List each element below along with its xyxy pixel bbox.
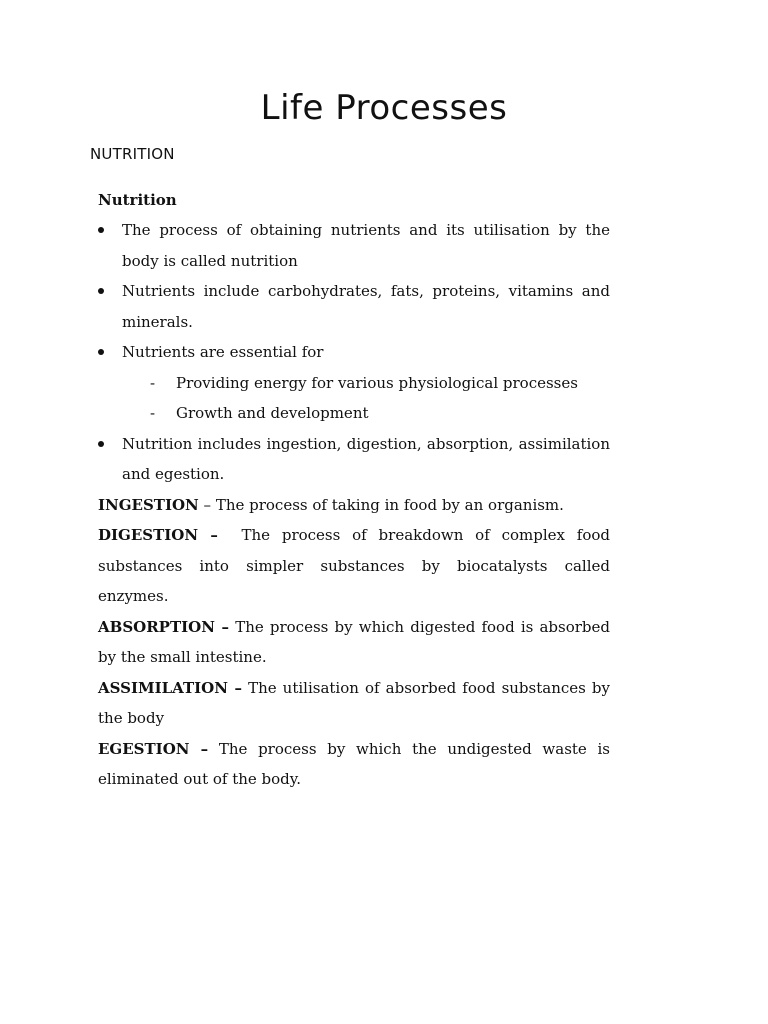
bullet-icon [98, 288, 104, 294]
definition-term: ASSIMILATION – [98, 678, 242, 697]
sub-bullet-text: Growth and development [176, 404, 369, 422]
sub-bullet-item [122, 368, 610, 399]
dash-icon: - [150, 373, 156, 392]
sub-bullet-list [122, 368, 610, 429]
definition-term: EGESTION – [98, 739, 209, 758]
sub-bullet-text: Providing energy for various physiological processes [176, 373, 578, 392]
content-body [98, 185, 610, 795]
definition-text: The utilisation of absorbed food substances by the body [98, 678, 610, 727]
definition-ingestion [98, 490, 610, 521]
definition-absorption [98, 612, 610, 673]
dash-icon: - [150, 404, 156, 422]
document-title: Life Processes [260, 88, 508, 128]
definition-term: INGESTION [98, 495, 199, 514]
section-heading: NUTRITION [90, 145, 175, 163]
bullet-item [98, 337, 610, 429]
definition-digestion [98, 520, 610, 612]
bullet-icon [98, 227, 104, 233]
definition-separator [218, 526, 242, 544]
bullet-icon [98, 441, 104, 447]
bullet-list [98, 215, 610, 490]
bullet-text: Nutrition includes ingestion, digestion, absorption, assimilation and egestion. [122, 434, 610, 483]
definition-term: DIGESTION – [98, 526, 218, 544]
bullet-text: Nutrients include carbohydrates, fats, proteins, vitamins and minerals. [122, 282, 610, 331]
definition-separator: – [198, 495, 216, 514]
sub-heading: Nutrition [98, 191, 177, 209]
definition-text: The process by which digested food is absorbed by the small intestine. [98, 617, 610, 666]
bullet-item [98, 215, 610, 276]
bullet-text: Nutrients are essential for [122, 343, 324, 361]
sub-bullet-item [122, 398, 610, 429]
definition-text: The process of breakdown of complex food substances into simpler substances by biocatalysts called enzymes. [98, 526, 610, 605]
bullet-item [98, 429, 610, 490]
definition-term: ABSORPTION – [98, 617, 230, 636]
definition-separator [208, 740, 219, 758]
definition-text: The process of taking in food by an organism. [215, 495, 564, 514]
bullet-icon [98, 349, 104, 355]
definition-egestion [98, 734, 610, 795]
bullet-text: The process of obtaining nutrients and its utilisation by the body is called nutrition [122, 221, 610, 270]
definition-text: The process by which the undigested waste is eliminated out of the body. [98, 739, 610, 788]
bullet-item [98, 276, 610, 337]
definition-assimilation [98, 673, 610, 734]
